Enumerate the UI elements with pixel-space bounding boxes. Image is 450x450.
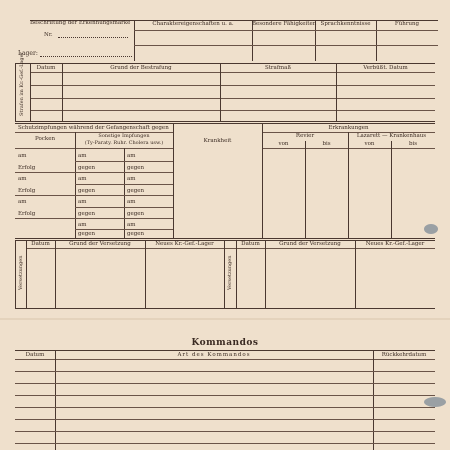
impf-title: Schutzimpfungen während der Gefangenschaft gegen bbox=[18, 125, 169, 131]
lager-field[interactable] bbox=[40, 56, 132, 57]
label-beschriftung: Beschriftung der Erkennungsmarke bbox=[30, 20, 131, 26]
krank-col-revier: Revier bbox=[295, 133, 315, 139]
binder-hole bbox=[424, 224, 438, 234]
impf-s2-am-3: am bbox=[127, 199, 136, 205]
col-sprach: Sprachkenntnisse bbox=[320, 21, 371, 27]
impf-s2-am-2: am bbox=[127, 176, 136, 182]
impf-s2-gegen-2: gegen bbox=[127, 188, 145, 194]
impf-s1-gegen-1: gegen bbox=[78, 165, 96, 171]
nr-field[interactable] bbox=[58, 37, 128, 38]
kommandos-col-datum: Datum bbox=[25, 352, 45, 358]
impf-s1-am-4: am bbox=[78, 222, 87, 228]
impf-row-am-1: am bbox=[18, 153, 27, 159]
krank-col-krankheit: Krankheit bbox=[203, 138, 232, 144]
strafen-col-datum: Datum bbox=[36, 65, 56, 71]
impf-row-am-2: am bbox=[18, 176, 27, 182]
krank-col-lazarett: Lazarett — Krankenhaus bbox=[356, 133, 427, 139]
krank-revier-von: von bbox=[278, 141, 289, 147]
impf-row-erfolg-3: Erfolg bbox=[18, 211, 36, 217]
versetz-side-label-left: Versetzungen bbox=[18, 255, 24, 290]
binder-hole bbox=[424, 397, 446, 407]
impf-row-am-3: am bbox=[18, 199, 27, 205]
impf-s2-gegen-4: gegen bbox=[127, 231, 145, 237]
impf-col-sonstige-1: Sonstige Impfungen bbox=[98, 133, 150, 139]
kommandos-title: Kommandos bbox=[191, 338, 259, 348]
col-fuehrung: Führung bbox=[394, 21, 420, 27]
impf-s1-gegen-3: gegen bbox=[78, 211, 96, 217]
krank-lazarett-von: von bbox=[364, 141, 375, 147]
impf-s1-gegen-2: gegen bbox=[78, 188, 96, 194]
impf-col-sonstige-2: (Ty-Paraty. Ruhr. Cholera usw.) bbox=[84, 140, 164, 146]
impf-s1-am-3: am bbox=[78, 199, 87, 205]
impf-s1-am-1: am bbox=[78, 153, 87, 159]
versetz-side-label-right: Versetzungen bbox=[227, 255, 233, 290]
label-lager: Lager: bbox=[18, 50, 38, 57]
versetz-r-col-lager: Neues Kr.-Gef.-Lager bbox=[365, 241, 425, 247]
versetz-r-col-datum: Datum bbox=[241, 241, 260, 247]
versetz-l-col-lager: Neues Kr.-Gef.-Lager bbox=[155, 241, 214, 247]
versetz-l-col-grund: Grund der Versetzung bbox=[69, 241, 131, 247]
impf-s1-gegen-4: gegen bbox=[78, 231, 96, 237]
krank-title: Erkrankungen bbox=[328, 125, 369, 131]
versetz-r-col-grund: Grund der Versetzung bbox=[279, 241, 341, 247]
impf-s1-am-2: am bbox=[78, 176, 87, 182]
impf-s2-am-4: am bbox=[127, 222, 136, 228]
impf-row-erfolg-2: Erfolg bbox=[18, 188, 36, 194]
impf-s2-am-1: am bbox=[127, 153, 136, 159]
impf-s2-gegen-3: gegen bbox=[127, 211, 145, 217]
strafen-col-strafmass: Strafmaß bbox=[264, 65, 292, 71]
label-nr: Nr. bbox=[44, 32, 53, 38]
versetz-l-col-datum: Datum bbox=[31, 241, 50, 247]
krank-lazarett-bis: bis bbox=[408, 141, 418, 147]
impf-s2-gegen-1: gegen bbox=[127, 165, 145, 171]
kommandos-col-rueck: Rückkehrdatum bbox=[381, 352, 427, 358]
strafen-side-label: Strafen im Kr.-Gef.-Lager bbox=[19, 52, 25, 116]
strafen-col-verbuesst: Verbüßt. Datum bbox=[363, 65, 408, 71]
col-charakter: Charaktereigenschaften u. a. bbox=[152, 21, 234, 27]
impf-row-erfolg-1: Erfolg bbox=[18, 165, 36, 171]
impf-col-pocken: Pocken bbox=[35, 136, 55, 142]
kommandos-col-art: Art des Kommandos bbox=[177, 352, 251, 358]
krank-revier-bis: bis bbox=[322, 141, 331, 147]
col-faehigkeiten: Besondere Fähigkeiten bbox=[252, 21, 317, 27]
strafen-col-grund: Grund der Bestrafung bbox=[110, 65, 172, 71]
